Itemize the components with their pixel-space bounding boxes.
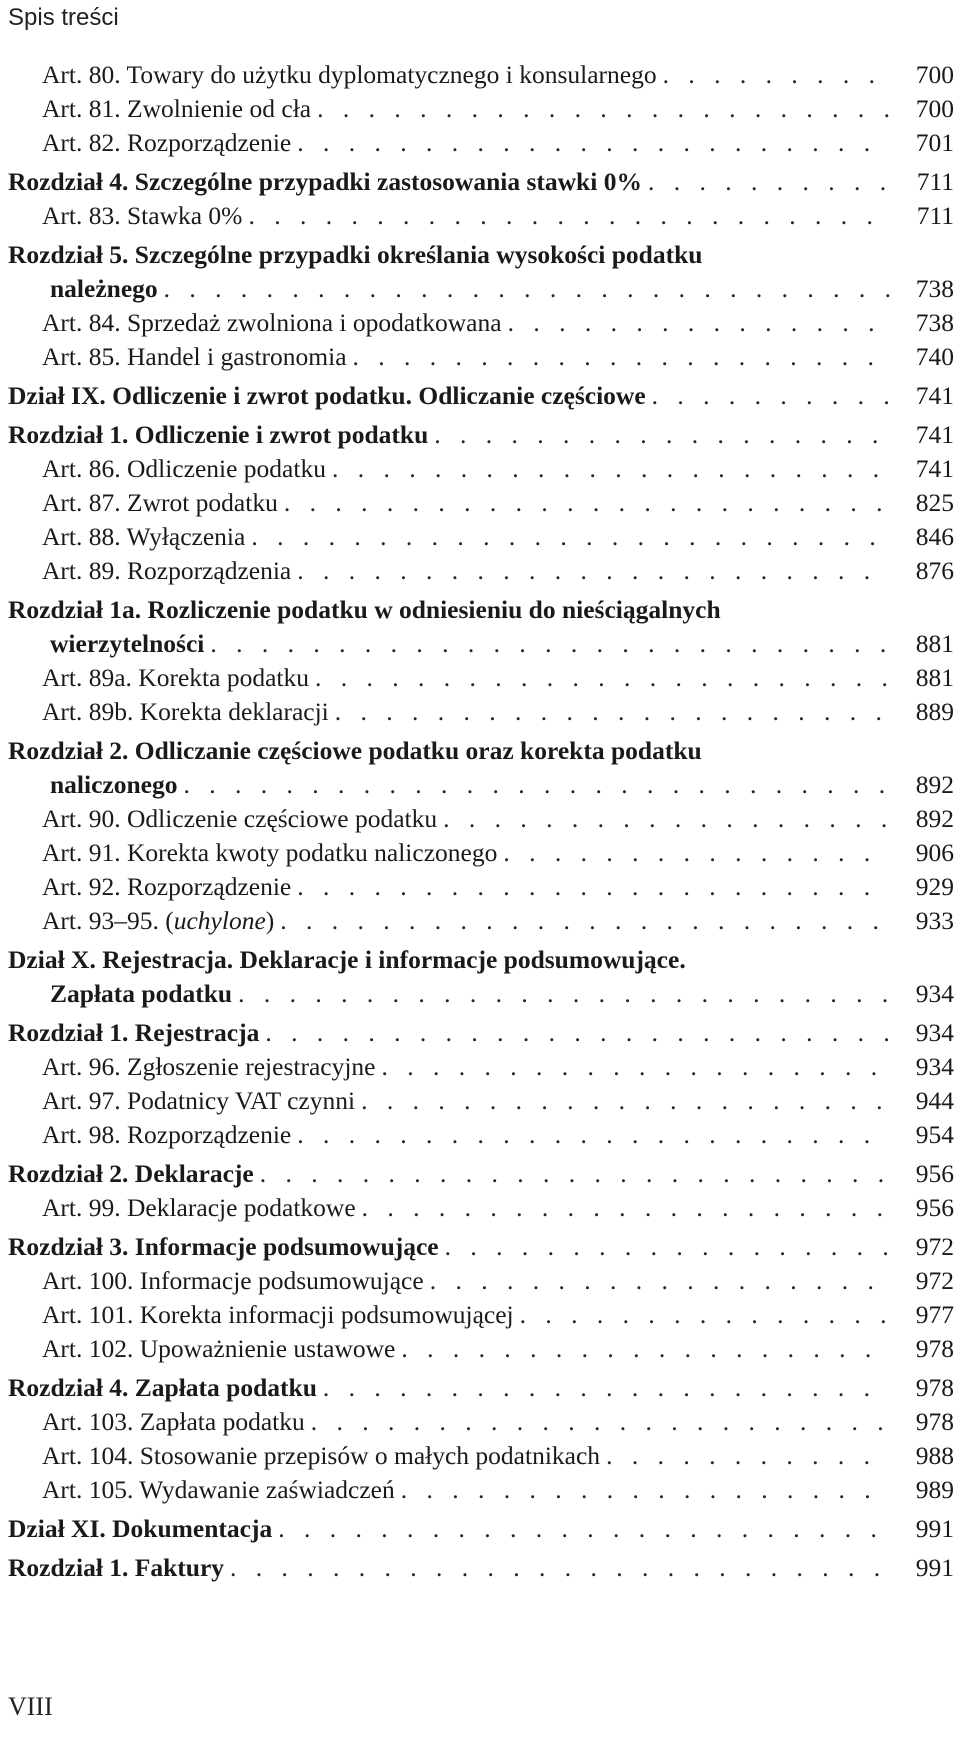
toc-page-number: 881 xyxy=(915,663,954,692)
dot-leader xyxy=(238,977,890,1011)
toc-entry-label: Dział IX. Odliczenie i zwrot podatku. Odliczanie częściowe xyxy=(8,381,646,410)
toc-page-number: 978 xyxy=(915,1373,954,1402)
toc-entry-article xyxy=(8,340,958,374)
dot-leader xyxy=(443,802,890,836)
toc-entry-chapter xyxy=(8,1230,958,1264)
dot-leader xyxy=(361,1084,890,1118)
toc-entry-label: Art. 89b. Korekta deklaracji xyxy=(42,697,329,726)
toc-entry-article xyxy=(8,1439,958,1473)
toc-entry-continuation xyxy=(8,272,958,306)
toc-entry-article xyxy=(8,1298,958,1332)
toc-page-number: 701 xyxy=(915,128,954,157)
toc-entry-article xyxy=(8,486,958,520)
toc-page-number: 741 xyxy=(915,454,954,483)
dot-leader xyxy=(362,1191,890,1225)
dot-leader xyxy=(401,1473,890,1507)
toc-entry-chapter xyxy=(8,1512,958,1546)
toc-page-number: 825 xyxy=(915,488,954,517)
toc-page-number: 846 xyxy=(915,522,954,551)
dot-leader xyxy=(315,661,890,695)
toc-page-number: 881 xyxy=(915,629,954,658)
dot-leader xyxy=(353,340,890,374)
toc-entry-article xyxy=(8,661,958,695)
toc-entry-label: Zapłata podatku xyxy=(50,979,233,1008)
toc-entry-label: Art. 87. Zwrot podatku xyxy=(42,488,278,517)
toc-entry-label: Art. 99. Deklaracje podatkowe xyxy=(42,1193,356,1222)
toc-page-number: 892 xyxy=(915,770,954,799)
toc-entry-label: Rozdział 2. Odliczanie częściowe podatku oraz korekta podatku xyxy=(8,736,702,765)
toc-page-number: 741 xyxy=(915,381,954,410)
toc-page-number: 991 xyxy=(915,1553,954,1582)
toc-entry-label: Art. 91. Korekta kwoty podatku naliczonego xyxy=(42,838,498,867)
toc-entry-chapter xyxy=(8,379,958,413)
dot-leader xyxy=(164,272,890,306)
toc-entry-article xyxy=(8,836,958,870)
toc-entry-chapter xyxy=(8,1157,958,1191)
dot-leader xyxy=(332,452,890,486)
dot-leader xyxy=(284,486,890,520)
toc-entry-label: należnego xyxy=(50,274,158,303)
dot-leader xyxy=(648,165,890,199)
toc-entry-article xyxy=(8,802,958,836)
toc-page-number: 738 xyxy=(915,308,954,337)
dot-leader xyxy=(606,1439,890,1473)
toc-entry-label: Art. 83. Stawka 0% xyxy=(42,201,243,230)
toc-entry-article xyxy=(8,452,958,486)
toc-entry-article xyxy=(8,126,958,160)
toc-page-number: 972 xyxy=(915,1266,954,1295)
toc-entry-label: Rozdział 2. Deklaracje xyxy=(8,1159,254,1188)
toc-entry-chapter xyxy=(8,1016,958,1050)
toc-entry-article xyxy=(8,1084,958,1118)
page-number: VIII xyxy=(8,1692,53,1721)
dot-leader xyxy=(311,1405,890,1439)
toc-page-number: 889 xyxy=(915,697,954,726)
dot-leader xyxy=(297,554,890,588)
toc-entry-chapter xyxy=(8,734,958,768)
toc-entry-label: wierzytelności xyxy=(50,629,205,658)
dot-leader xyxy=(278,1512,890,1546)
toc-page-number: 956 xyxy=(915,1159,954,1188)
toc-entry-article xyxy=(8,1050,958,1084)
toc-entry-article xyxy=(8,92,958,126)
toc-entry-chapter xyxy=(8,593,958,627)
toc-entry-label: Art. 102. Upoważnienie ustawowe xyxy=(42,1334,396,1363)
toc-page-number: 700 xyxy=(915,60,954,89)
dot-leader xyxy=(503,836,890,870)
toc-page-number: 934 xyxy=(915,1052,954,1081)
dot-leader xyxy=(265,1016,890,1050)
toc-entry-label: Art. 98. Rozporządzenie xyxy=(42,1120,292,1149)
toc-entry-label: Art. 86. Odliczenie podatku xyxy=(42,454,326,483)
toc-page-number: 978 xyxy=(915,1407,954,1436)
toc-entry-label: Dział X. Rejestracja. Deklaracje i informacje podsumowujące. xyxy=(8,945,686,974)
toc-entry-label: Art. 103. Zapłata podatku xyxy=(42,1407,305,1436)
toc-page-number: 906 xyxy=(915,838,954,867)
toc-page-number: 991 xyxy=(915,1514,954,1543)
toc-entry-article xyxy=(8,695,958,729)
toc-entry-continuation xyxy=(8,977,958,1011)
toc-entry-label: Rozdział 1. Odliczenie i zwrot podatku xyxy=(8,420,429,449)
toc-entry-label: Art. 97. Podatnicy VAT czynni xyxy=(42,1086,356,1115)
toc-page-number: 944 xyxy=(915,1086,954,1115)
toc-entry-article xyxy=(8,1264,958,1298)
running-header: Spis treści xyxy=(8,4,119,31)
dot-leader xyxy=(508,306,890,340)
toc-page-number: 700 xyxy=(915,94,954,123)
toc-page-number: 977 xyxy=(915,1300,954,1329)
toc-entry-label: Rozdział 1a. Rozliczenie podatku w odniesieniu do nieściągalnych xyxy=(8,595,721,624)
toc-page-number: 988 xyxy=(915,1441,954,1470)
toc-entry-label: Rozdział 4. Zapłata podatku xyxy=(8,1373,317,1402)
toc-entry-chapter xyxy=(8,1371,958,1405)
toc-entry-label: Art. 100. Informacje podsumowujące xyxy=(42,1266,424,1295)
toc-entry-label: Art. 96. Zgłoszenie rejestracyjne xyxy=(42,1052,376,1081)
toc-entry-label: Art. 82. Rozporządzenie xyxy=(42,128,292,157)
toc-entry-label: Art. 88. Wyłączenia xyxy=(42,522,246,551)
toc-entry-article xyxy=(8,199,958,233)
dot-leader xyxy=(323,1371,890,1405)
toc-entry-chapter xyxy=(8,165,958,199)
toc-page-number: 934 xyxy=(915,979,954,1008)
dot-leader xyxy=(434,418,890,452)
dot-leader xyxy=(401,1332,890,1366)
toc-page-number: 711 xyxy=(916,167,954,196)
toc-entry-label: Art. 92. Rozporządzenie xyxy=(42,872,292,901)
toc-entry-label: Art. 90. Odliczenie częściowe podatku xyxy=(42,804,438,833)
toc-entry-continuation xyxy=(8,627,958,661)
dot-leader xyxy=(210,627,890,661)
toc-page-number: 711 xyxy=(916,201,954,230)
toc-entry-article xyxy=(8,306,958,340)
toc-page-number: 934 xyxy=(915,1018,954,1047)
toc-entry-label: Rozdział 5. Szczególne przypadki określania wysokości podatku xyxy=(8,240,703,269)
table-of-contents xyxy=(8,58,958,1585)
dot-leader xyxy=(280,904,890,938)
dot-leader xyxy=(230,1551,890,1585)
toc-page-number: 741 xyxy=(915,420,954,449)
toc-entry-chapter xyxy=(8,238,958,272)
dot-leader xyxy=(445,1230,890,1264)
dot-leader xyxy=(430,1264,890,1298)
toc-page-number: 740 xyxy=(915,342,954,371)
dot-leader xyxy=(251,520,890,554)
toc-page-number: 738 xyxy=(915,274,954,303)
toc-entry-chapter xyxy=(8,1551,958,1585)
toc-entry-continuation xyxy=(8,768,958,802)
dot-leader xyxy=(520,1298,890,1332)
toc-entry-article xyxy=(8,870,958,904)
toc-entry-label: Art. 104. Stosowanie przepisów o małych podatnikach xyxy=(42,1441,601,1470)
toc-entry-label: Art. 85. Handel i gastronomia xyxy=(42,342,347,371)
toc-entry-article xyxy=(8,1473,958,1507)
toc-entry-chapter xyxy=(8,943,958,977)
dot-leader xyxy=(297,870,890,904)
dot-leader xyxy=(260,1157,890,1191)
toc-entry-label: Art. 80. Towary do użytku dyplomatycznego i konsularnego xyxy=(42,60,657,89)
toc-page-number: 954 xyxy=(915,1120,954,1149)
dot-leader xyxy=(335,695,890,729)
toc-page-number: 989 xyxy=(915,1475,954,1504)
toc-page-number: 933 xyxy=(915,906,954,935)
toc-page-number: 972 xyxy=(915,1232,954,1261)
dot-leader xyxy=(184,768,891,802)
dot-leader xyxy=(382,1050,891,1084)
dot-leader xyxy=(297,1118,890,1152)
toc-entry-article xyxy=(8,1405,958,1439)
toc-entry-label: Rozdział 3. Informacje podsumowujące xyxy=(8,1232,439,1261)
toc-entry-article xyxy=(8,1118,958,1152)
toc-entry-article xyxy=(8,1332,958,1366)
dot-leader xyxy=(297,126,890,160)
toc-page-number: 876 xyxy=(915,556,954,585)
toc-page-number: 956 xyxy=(915,1193,954,1222)
toc-entry-chapter xyxy=(8,418,958,452)
toc-entry-label: Art. 89a. Korekta podatku xyxy=(42,663,309,692)
toc-entry-article xyxy=(8,520,958,554)
dot-leader xyxy=(317,92,890,126)
toc-entry-label: Rozdział 4. Szczególne przypadki zastosowania stawki 0% xyxy=(8,167,642,196)
toc-entry-label: Art. 105. Wydawanie zaświadczeń xyxy=(42,1475,395,1504)
toc-entry-label: Rozdział 1. Faktury xyxy=(8,1553,225,1582)
toc-entry-article xyxy=(8,904,958,938)
toc-page-number: 978 xyxy=(915,1334,954,1363)
dot-leader xyxy=(663,58,890,92)
toc-page-number: 892 xyxy=(915,804,954,833)
toc-entry-label: Art. 93–95. (uchylone) xyxy=(42,906,275,935)
toc-entry-article xyxy=(8,554,958,588)
toc-entry-article xyxy=(8,1191,958,1225)
toc-entry-article xyxy=(8,58,958,92)
toc-entry-label: Art. 101. Korekta informacji podsumowującej xyxy=(42,1300,514,1329)
toc-entry-label: Art. 89. Rozporządzenia xyxy=(42,556,292,585)
toc-entry-label: Dział XI. Dokumentacja xyxy=(8,1514,273,1543)
toc-entry-italic: uchylone xyxy=(173,906,266,935)
toc-entry-label: Rozdział 1. Rejestracja xyxy=(8,1018,260,1047)
toc-entry-label: Art. 84. Sprzedaż zwolniona i opodatkowana xyxy=(42,308,502,337)
toc-page-number: 929 xyxy=(915,872,954,901)
dot-leader xyxy=(248,199,890,233)
toc-entry-label: Art. 81. Zwolnienie od cła xyxy=(42,94,312,123)
toc-entry-label: naliczonego xyxy=(50,770,178,799)
dot-leader xyxy=(652,379,890,413)
